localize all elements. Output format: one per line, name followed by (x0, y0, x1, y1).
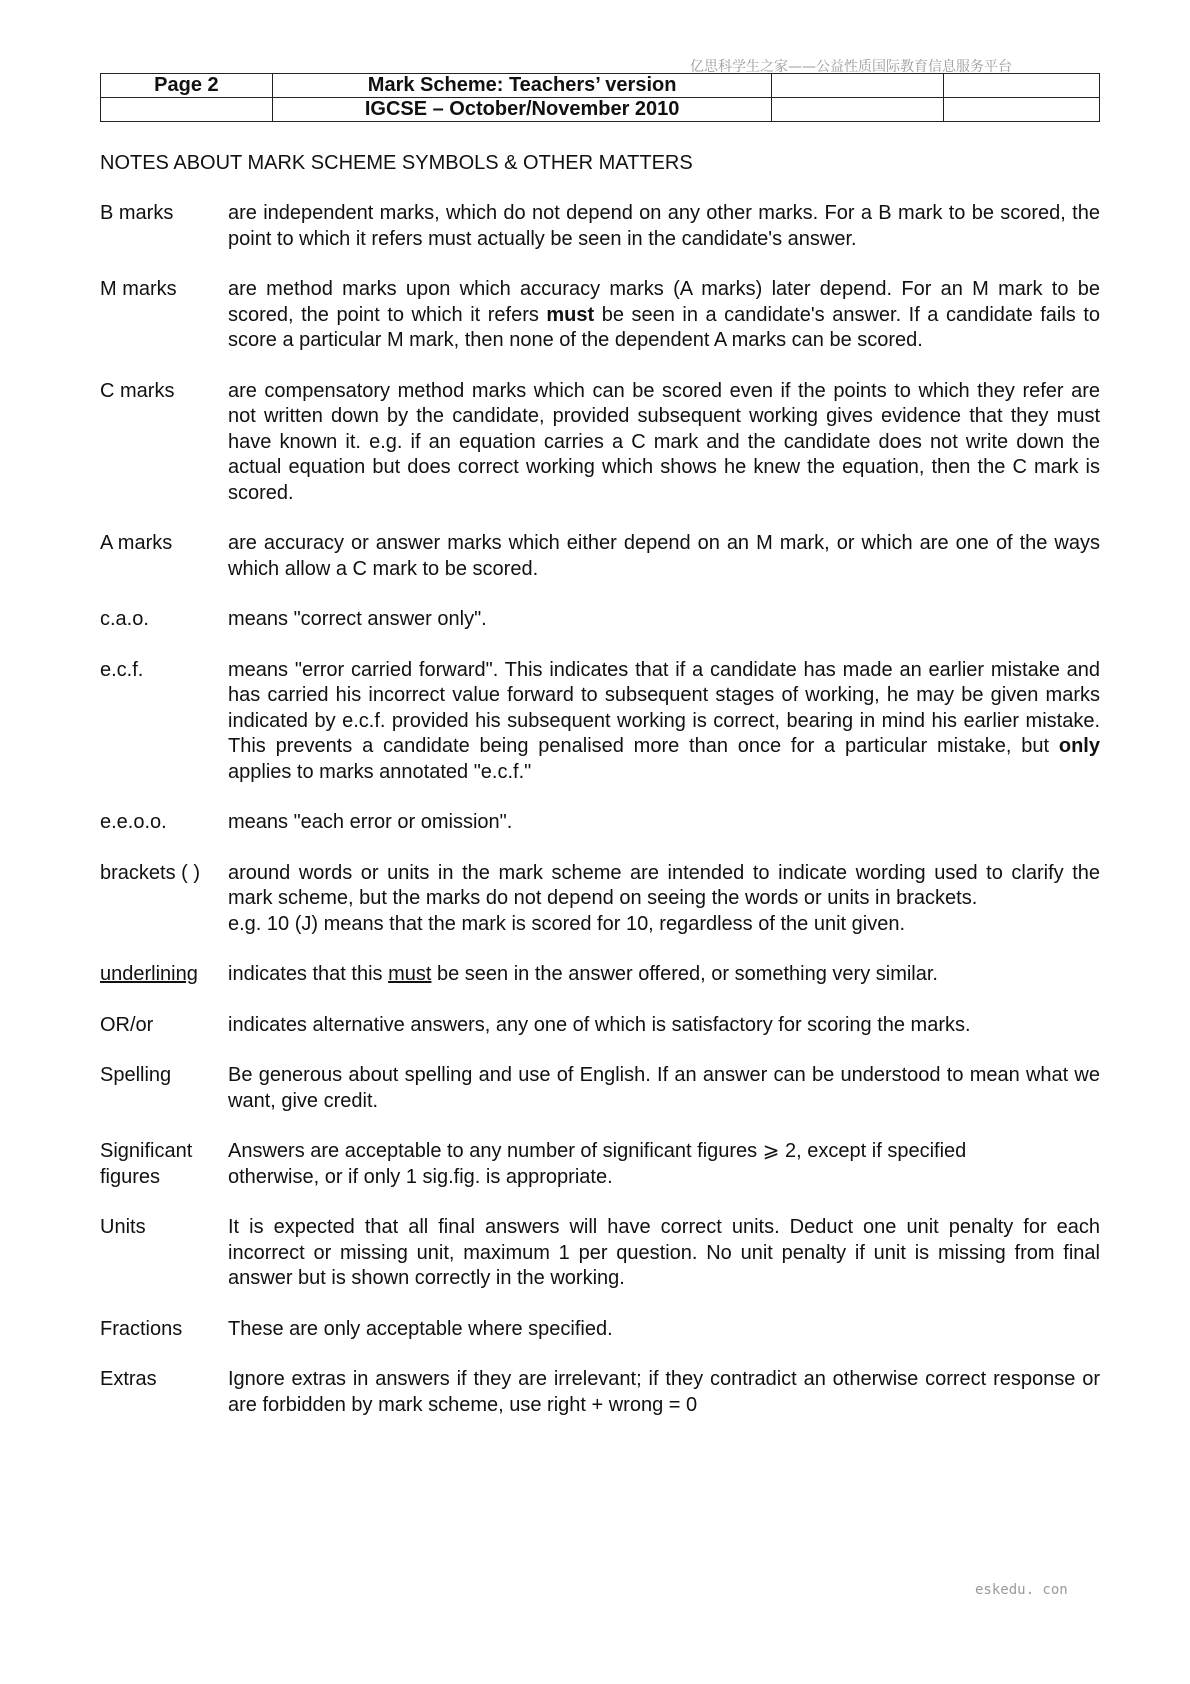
note-b-marks (100, 201, 1100, 252)
note-term: Units (100, 1216, 146, 1238)
note-text: indicates that this (228, 963, 389, 985)
note-underlining (100, 962, 1100, 988)
note-brackets (100, 861, 1100, 938)
note-description: Be generous about spelling and use of English. If an answer can be understood to mean what we want, give credit. (228, 1064, 1100, 1112)
page-number-cell: Page 2 (101, 74, 273, 98)
term-line: figures (100, 1165, 161, 1188)
note-a-marks (100, 531, 1100, 582)
note-term (100, 1139, 228, 1190)
watermark-bottom-text: eskedu. con (975, 1582, 1068, 1598)
note-ecf (100, 658, 1100, 786)
note-text: are method marks upon which accuracy marks (A marks) later depend. For an M mark to be scored, the point to which it refers (228, 278, 1100, 326)
note-text: around words or units in the mark scheme are intended to indicate wording used to clarify the mark scheme, but the marks do not depend on seeing the words or units in brackets. (228, 861, 1100, 909)
note-text: be seen in a candidate's answer. If a candidate fails to score a particular M mark, then none of the dependent A marks can be scored. (228, 303, 1100, 351)
notes-title: NOTES ABOUT MARK SCHEME SYMBOLS & OTHER MATTERS (100, 152, 693, 174)
note-description: indicates alternative answers, any one of which is satisfactory for scoring the marks. (228, 1013, 971, 1036)
note-description (228, 962, 1100, 988)
note-cao (100, 607, 1100, 633)
header-row (101, 98, 1100, 122)
note-spelling (100, 1063, 1100, 1114)
note-description: means "each error or omission". (228, 811, 513, 833)
note-term: C marks (100, 379, 175, 402)
note-description: These are only acceptable where specified. (228, 1317, 613, 1340)
underlined-text: must (388, 963, 432, 985)
note-description: are compensatory method marks which can be scored even if the points to which they refer are not written down by the candidate, provided subsequent working gives evidence that they must have known it. e.g. if an equation carries a C mark and the candidate does not write down the actual equation but does correct working which shows he knew the equation, then the C mark is scored. (228, 379, 1100, 504)
note-description: are accuracy or answer marks which either depend on an M mark, or which are one of the ways which allow a C mark to be scored. (228, 532, 1100, 580)
note-description: Ignore extras in answers if they are irrelevant; if they contradict an otherwise correct response or are forbidden by mark scheme, use right + wrong = 0 (228, 1368, 1100, 1416)
header-empty-cell (772, 98, 944, 122)
header-empty-cell (772, 74, 944, 98)
note-term: brackets ( ) (100, 861, 201, 884)
note-term: OR/or (100, 1013, 154, 1036)
note-or (100, 1013, 1100, 1039)
note-text: be seen in the answer offered, or something very similar. (431, 963, 938, 985)
note-description: It is expected that all final answers will have correct units. Deduct one unit penalty for each incorrect or missing unit, maximum 1 per question. No unit penalty if unit is missing from final answer but is shown correctly in the working. (228, 1216, 1100, 1289)
note-fractions (100, 1317, 1100, 1343)
note-line: Answers are acceptable to any number of significant figures ⩾ 2, except if specified (228, 1140, 967, 1162)
note-c-marks (100, 379, 1100, 507)
note-term: e.e.o.o. (100, 811, 167, 833)
note-description (228, 861, 1100, 938)
note-description: means "correct answer only". (228, 608, 487, 630)
watermark-top-text: 亿思科学生之家——公益性质国际教育信息服务平台 (690, 59, 1012, 75)
header-row (101, 74, 1100, 98)
note-term: M marks (100, 278, 177, 300)
note-description (228, 658, 1100, 786)
header-empty-cell (944, 98, 1100, 122)
note-significant-figures (100, 1139, 1100, 1190)
note-line: otherwise, or if only 1 sig.fig. is appropriate. (228, 1165, 613, 1188)
note-description: are independent marks, which do not depend on any other marks. For a B mark to be scored, the point to which it refers must actually be seen in the candidate's answer. (228, 202, 1100, 250)
emphasis-text: must (546, 303, 595, 326)
notes-list (100, 201, 1100, 1443)
note-description (228, 1139, 1100, 1190)
emphasis-text: only (1058, 735, 1100, 757)
note-description (228, 277, 1100, 354)
note-eeoo (100, 810, 1100, 836)
note-term: e.c.f. (100, 658, 144, 681)
term-line: Significant (100, 1140, 193, 1162)
note-term: c.a.o. (100, 608, 149, 630)
note-text: applies to marks annotated "e.c.f." (228, 760, 532, 783)
note-term: Extras (100, 1368, 157, 1390)
header-table (100, 73, 1100, 122)
note-text: means "error carried forward". This indicates that if a candidate has made an earlier mistake and has carried his incorrect value forward to subsequent stages of working, he may be given marks indicated by e.c.f. provided his subsequent working is correct, bearing in mind his earlier mistake. This prevents a candidate being penalised more than once for a particular mistake, but (228, 658, 1100, 757)
header-empty-cell (944, 74, 1100, 98)
note-extras (100, 1367, 1100, 1418)
note-m-marks (100, 277, 1100, 354)
document-title-cell: Mark Scheme: Teachers’ version (272, 74, 772, 98)
note-term: Fractions (100, 1317, 183, 1340)
note-term: A marks (100, 532, 173, 554)
exam-session-cell: IGCSE – October/November 2010 (272, 98, 772, 122)
note-units (100, 1215, 1100, 1292)
note-term: B marks (100, 202, 174, 224)
note-term: underlining (100, 963, 198, 985)
note-example: e.g. 10 (J) means that the mark is scored for 10, regardless of the unit given. (228, 912, 906, 935)
header-empty-cell (101, 98, 273, 122)
note-term: Spelling (100, 1064, 172, 1086)
